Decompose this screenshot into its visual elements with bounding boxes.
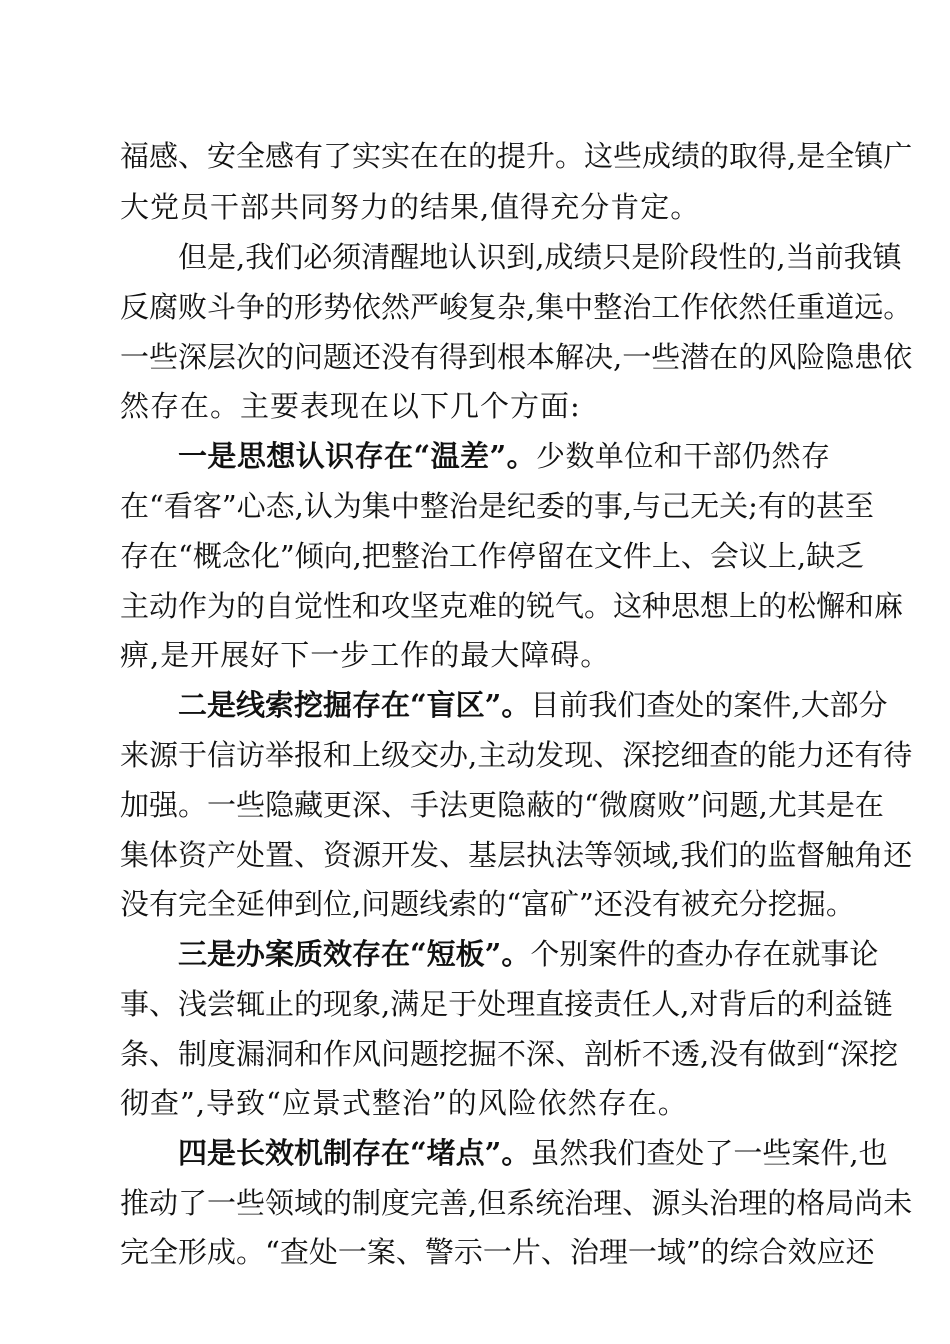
text-line: 完全形成。“查处一案、警示一片、治理一域”的综合效应还 [120,1235,875,1269]
paragraph-start-line: 二是线索挖掘存在“盲区”。目前我们查处的案件,大部分 [178,688,888,722]
paragraph-start-line: 一是思想认识存在“温差”。少数单位和干部仍然存 [178,439,830,473]
text-line: 然存在。主要表现在以下几个方面: [120,389,581,423]
text-line: 一些深层次的问题还没有得到根本解决,一些潜在的风险隐患依 [120,340,913,374]
text-line: 集体资产处置、资源开发、基层执法等领域,我们的监督触角还 [120,838,913,872]
text-line: 加强。一些隐藏更深、手法更隐蔽的“微腐败”问题,尤其是在 [120,788,884,822]
text-line: 条、制度漏洞和作风问题挖掘不深、剖析不透,没有做到“深挖 [120,1037,899,1071]
paragraph-start-line: 但是,我们必须清醒地认识到,成绩只是阶段性的,当前我镇 [178,240,902,274]
text-line: 在“看客”心态,认为集中整治是纪委的事,与己无关;有的甚至 [120,489,874,523]
text-line: 来源于信访举报和上级交办,主动发现、深挖细查的能力还有待 [120,738,913,772]
text-line: 没有完全延伸到位,问题线索的“富矿”还没有被充分挖掘。 [120,887,855,921]
point-heading: 一是思想认识存在“温差”。 [178,439,537,473]
text-line: 彻查”,导致“应景式整治”的风险依然存在。 [120,1086,688,1120]
text-line: 反腐败斗争的形势依然严峻复杂,集中整治工作依然任重道远。 [120,290,913,324]
text-line: 事、浅尝辄止的现象,满足于处理直接责任人,对背后的利益链 [120,987,893,1021]
point-heading: 二是线索挖掘存在“盲区”。 [178,688,531,722]
point-heading: 三是办案质效存在“短板”。 [178,937,531,971]
text-line: 主动作为的自觉性和攻坚克难的锐气。这种思想上的松懈和麻 [120,589,904,623]
paragraph-start-line: 四是长效机制存在“堵点”。虽然我们查处了一些案件,也 [178,1136,888,1170]
paragraph-start-line: 三是办案质效存在“短板”。个别案件的查办存在就事论 [178,937,879,971]
text-line: 大党员干部共同努力的结果,值得充分肯定。 [120,190,701,224]
text-line: 存在“概念化”倾向,把整治工作停留在文件上、会议上,缺乏 [120,539,865,573]
text-line: 福感、安全感有了实实在在的提升。这些成绩的取得,是全镇广 [120,139,913,173]
point-heading: 四是长效机制存在“堵点”。 [178,1136,531,1170]
text-line: 痹,是开展好下一步工作的最大障碍。 [120,638,611,672]
text-line: 推动了一些领域的制度完善,但系统治理、源头治理的格局尚未 [120,1186,913,1220]
